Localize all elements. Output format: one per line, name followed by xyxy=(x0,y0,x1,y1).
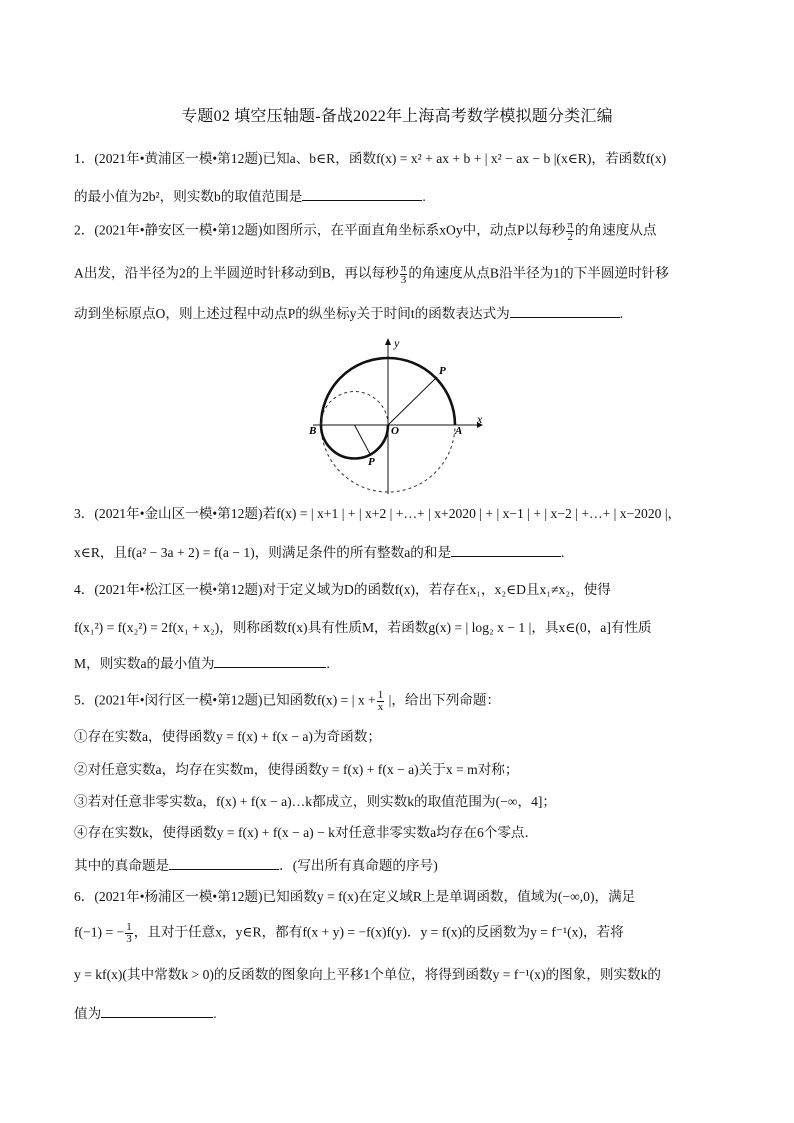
coordinate-figure xyxy=(305,337,495,497)
q2-fraction-2: $\frac{\pi}{3}$ xyxy=(400,262,407,286)
q2-line2 xyxy=(74,263,669,286)
label-p-upper: P xyxy=(439,365,446,377)
q2-text-e: 动到坐标原点O，则上述过程中动点P的纵坐标y关于时间t的函数表达式为 xyxy=(74,306,510,321)
q4-line3 xyxy=(74,653,330,674)
label-b: B xyxy=(309,425,317,437)
q5-answer-blank[interactable] xyxy=(169,855,279,870)
q6-line1: 6．(2021年•杨浦区一模•第12题)已知函数y = f(x)在定义域R上是单调函数，值域为(−∞,0)，满足 xyxy=(74,889,636,904)
q5-prop1: ①存在实数a，使得函数y = f(x) + f(x − a)为奇函数； xyxy=(74,729,381,744)
small-lower-semicircle xyxy=(321,425,388,458)
q3-line2 xyxy=(74,542,564,563)
q4-answer-blank[interactable] xyxy=(214,653,326,668)
q1-line2 xyxy=(74,186,426,207)
q3-line1: 3．(2021年•金山区一模•第12题)若f(x) = | x+1 | + | x+2 | +…+ | x+2020 | + | x−1 | + | x−2 | +…+ | x−2020 |， xyxy=(74,506,682,521)
page-title: 专题02 填空压轴题-备战2022年上海高考数学模拟题分类汇编 xyxy=(181,108,613,125)
radius-lower xyxy=(355,425,371,454)
q3-answer-blank[interactable] xyxy=(451,542,561,557)
q1-line1: 1．(2021年•黄浦区一模•第12题)已知a、b∈R，函数f(x) = x² + ax + b + | x² − ax − b |(x∈R)，若函数f(x) xyxy=(74,151,667,166)
q6-line4 xyxy=(74,1003,217,1024)
q1-end: . xyxy=(422,189,426,204)
y-axis-arrow xyxy=(385,338,391,345)
q1-answer-blank[interactable] xyxy=(302,186,422,201)
q2-text-d: 的角速度从点B沿半径为1的下半圆逆时针移 xyxy=(408,265,669,281)
q6-line3: y = kf(x)(其中常数k > 0)的反函数的图象向上平移1个单位，将得到函数y = f⁻¹(x)的图象，则实数k的 xyxy=(74,967,662,982)
radius-upper xyxy=(388,377,437,425)
q5-text-d: ．(写出所有真命题的序号) xyxy=(279,858,438,873)
label-p-lower: P xyxy=(368,456,375,468)
q2-fraction-1: $\frac{\pi}{2}$ xyxy=(567,219,573,243)
q6-text-a: f(−1) = − xyxy=(74,924,125,940)
label-o: O xyxy=(391,425,399,437)
q5-prop4: ④存在实数k，使得函数y = f(x) + f(x − a) − k对任意非零实数a均存在6个零点． xyxy=(74,825,539,840)
q3-text: x∈R，且f(a² − 3a + 2) = f(a − 1)，则满足条件的所有整数a的和是 xyxy=(74,545,452,560)
q2-text-a: 2．(2021年•静安区一模•第12题)如图所示，在平面直角坐标系xOy中，动点P以每秒 xyxy=(74,222,566,238)
label-y: y xyxy=(394,337,400,350)
q6-line2 xyxy=(74,922,624,945)
q6-end: . xyxy=(213,1006,217,1021)
q2-text-c: A出发，沿半径为2的上半圆逆时针移动到B，再以每秒 xyxy=(74,265,399,281)
q4-line1: 4．(2021年•松江区一模•第12题)对于定义域为D的函数f(x)，若存在x₁，x₂∈D且x₁≠x₂，使得 xyxy=(74,582,611,597)
q2-text-b: 的角速度从点 xyxy=(574,222,657,238)
q6-text-b: ，且对于任意x，y∈R，都有f(x + y) = −f(x)f(y)．y = f(x)的反函数为y = f⁻¹(x)，若将 xyxy=(133,924,624,940)
q4-line2: f(x₁²) = f(x₂²) = 2f(x₁ + x₂)，则称函数f(x)具有性质M，若函数g(x) = | log₂ x − 1 |，具x∈(0，a]有性质 xyxy=(74,620,652,635)
q2-end: . xyxy=(619,306,624,321)
q1-text: 的最小值为2b²，则实数b的取值范围是 xyxy=(74,189,303,204)
q3-end: . xyxy=(561,545,565,560)
q5-prop3: ③若对任意非零实数a，f(x) + f(x − a)…k都成立，则实数k的取值范围为(−∞，4]； xyxy=(74,794,556,809)
label-a: A xyxy=(455,425,463,437)
q4-text: M，则实数a的最小值为 xyxy=(74,656,215,671)
q6-answer-blank[interactable] xyxy=(101,1003,213,1018)
q6-text-c: 值为 xyxy=(74,1006,102,1021)
q4-end: . xyxy=(326,656,330,671)
q5-fraction: $\frac{1}{x}$ xyxy=(377,689,384,713)
small-upper-semicircle-dashed xyxy=(321,392,388,425)
q5-line6 xyxy=(74,855,438,876)
q5-text-c: 其中的真命题是 xyxy=(74,858,170,873)
q5-prop2: ②对任意实数a，均存在实数m，使得函数y = f(x) + f(x − a)关于x = m对称； xyxy=(74,762,519,777)
q2-answer-blank[interactable] xyxy=(510,303,620,318)
q5-text-a: 5．(2021年•闵行区一模•第12题)已知函数f(x) = | x + xyxy=(74,692,376,708)
label-x: x xyxy=(477,412,483,426)
q2-line1 xyxy=(74,220,656,243)
q6-fraction: $\frac{1}{3}$ xyxy=(126,921,132,945)
q5-text-b: |，给出下列命题： xyxy=(385,692,501,708)
q2-line3 xyxy=(74,303,623,324)
q5-line1 xyxy=(74,690,500,713)
